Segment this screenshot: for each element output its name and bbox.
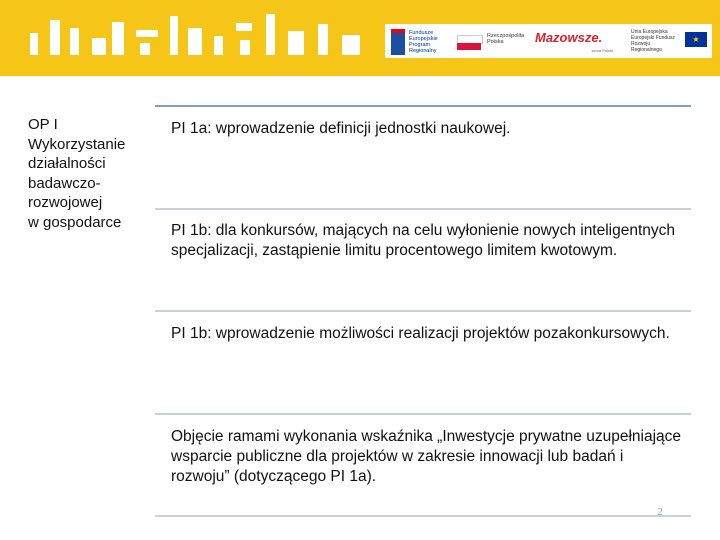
decorative-block xyxy=(236,23,252,31)
polish-flag-red-stripe xyxy=(457,43,481,50)
decorative-block xyxy=(140,43,150,55)
list-item xyxy=(155,210,691,312)
item-text: PI 1b: dla konkursów, mających na celu wyłonienie nowych inteligentnych specjalizacji, zastąpienie limitu procentowego limitem kwotowym. xyxy=(171,222,676,259)
mazowsze-logo xyxy=(535,27,615,55)
list-item xyxy=(155,415,691,517)
decorative-block xyxy=(240,40,250,55)
eu-flag-icon: ★ xyxy=(685,32,707,47)
op-title xyxy=(28,115,153,232)
decorative-block xyxy=(170,16,178,55)
mazowsze-logo-text: Mazowsze. xyxy=(535,30,603,45)
funding-logos xyxy=(385,24,712,58)
decorative-block xyxy=(266,14,275,55)
page-number: 2 xyxy=(657,506,663,518)
decorative-block xyxy=(318,24,328,55)
op-title-line: w gospodarce xyxy=(28,213,122,231)
rzeczpospolita-logo xyxy=(457,27,527,55)
op-title-line: działalności xyxy=(28,155,106,172)
decorative-block xyxy=(214,36,223,55)
decorative-block xyxy=(136,30,158,37)
item-text: PI 1a: wprowadzenie definicji jednostki naukowej. xyxy=(171,120,511,137)
op-title-line: OP I xyxy=(28,116,58,133)
fe-logo-text: Fundusze Europejskie Program Regionalny xyxy=(409,30,438,54)
header-band xyxy=(0,0,720,76)
list-item xyxy=(155,107,691,210)
list-item xyxy=(155,312,691,415)
fundusze-europejskie-logo xyxy=(391,27,453,55)
rp-logo-text: Rzeczpospolita Polska xyxy=(487,33,525,45)
op-title-line: Wykorzystanie xyxy=(28,135,126,153)
decorative-block xyxy=(112,22,124,55)
decorative-block xyxy=(288,31,304,55)
decorative-block xyxy=(188,28,202,55)
decorative-block xyxy=(92,38,106,55)
decorative-block xyxy=(30,33,38,55)
item-text: PI 1b: wprowadzenie możliwości realizacji projektów pozakonkursowych. xyxy=(171,325,670,342)
op-title-line: badawczo- xyxy=(28,174,101,192)
decorative-block xyxy=(50,20,60,55)
unia-europejska-logo xyxy=(631,27,711,55)
op-title-line: rozwojowej xyxy=(28,194,103,211)
fe-mark-icon xyxy=(391,29,405,55)
ue-logo-text: Unia Europejska Europejski Fundusz Rozwoju Regionalnego xyxy=(631,29,675,53)
decorative-block xyxy=(70,28,79,55)
mazowsze-logo-subtext: serce Polski xyxy=(591,48,613,53)
decorative-block xyxy=(342,35,360,55)
item-text: Objęcie ramami wykonania wskaźnika „Inwestycje prywatne uzupełniające wsparcie publiczne dla projektów w zakresie innowacji lub badań i rozwoju” (dotyczącego PI 1a). xyxy=(171,428,682,485)
